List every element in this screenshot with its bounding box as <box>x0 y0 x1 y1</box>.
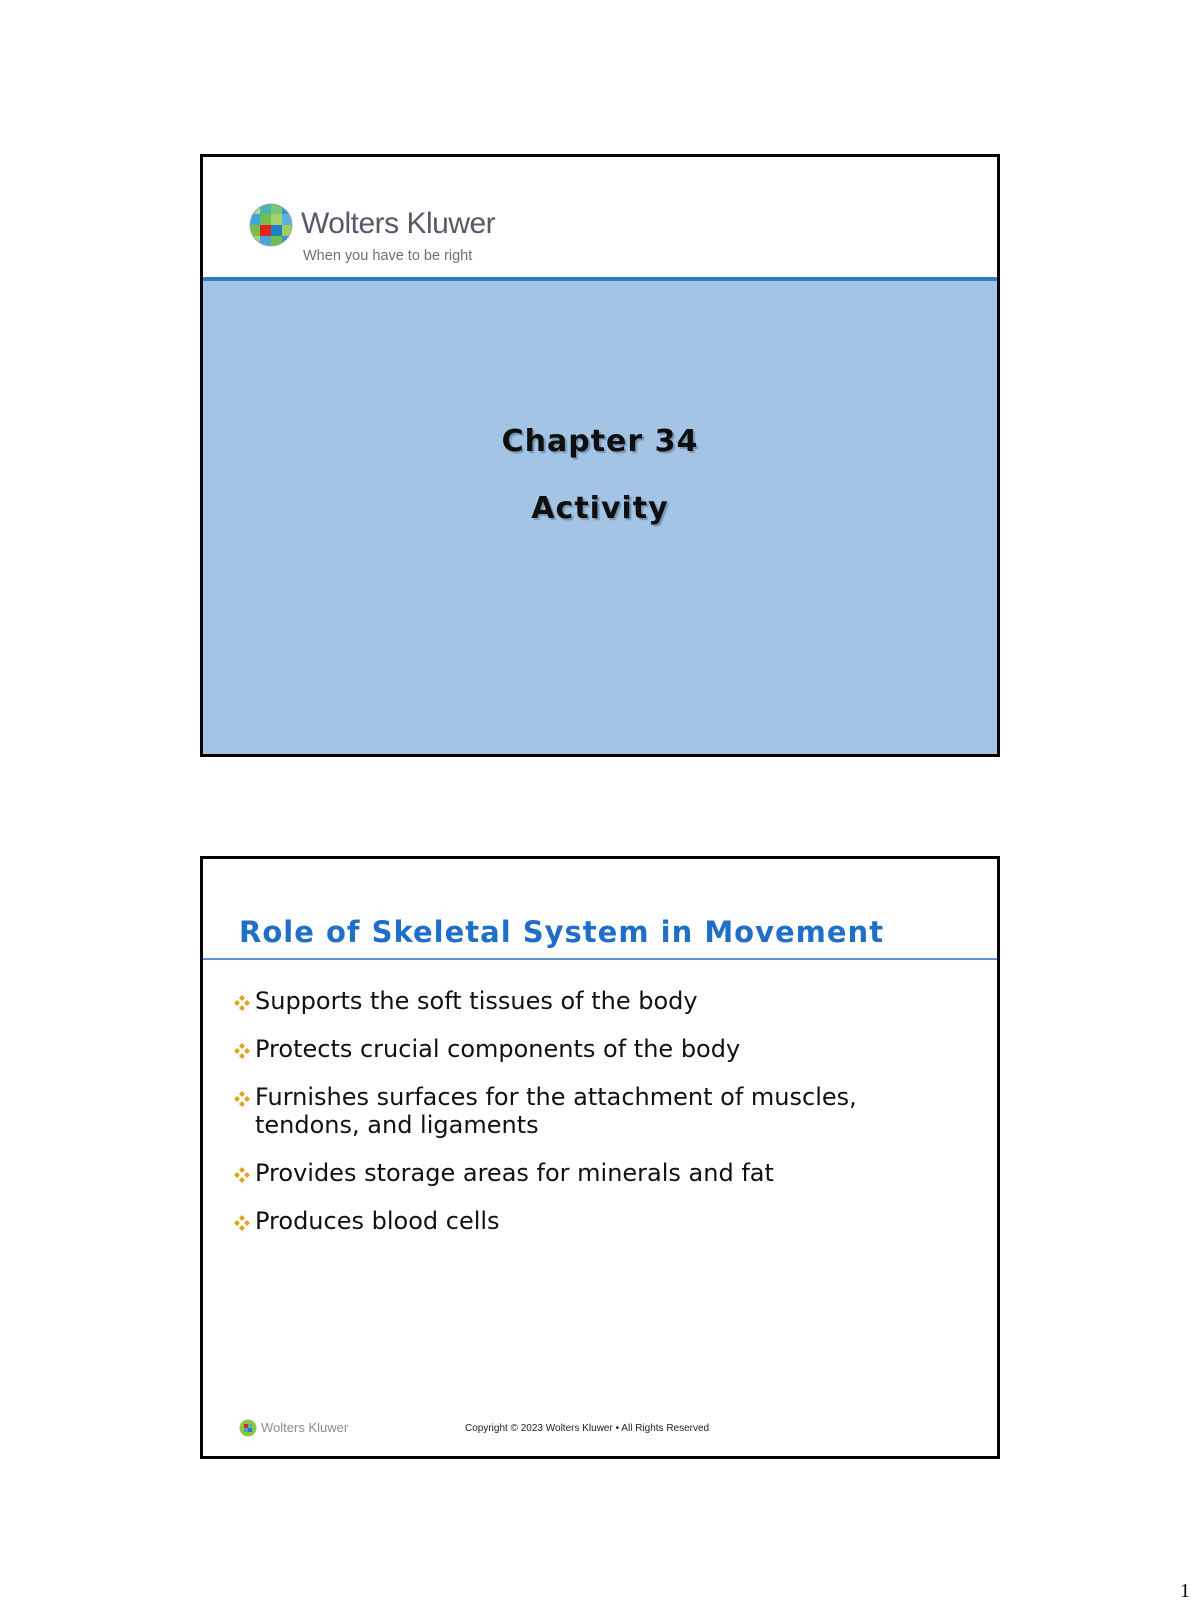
list-item <box>233 987 923 1015</box>
bullet-text: Supports the soft tissues of the body <box>255 987 698 1015</box>
four-diamond-bullet-icon <box>233 1166 251 1184</box>
content-slide <box>200 856 1000 1459</box>
list-item <box>233 1035 923 1063</box>
bullet-text: Furnishes surfaces for the attachment of muscles, tendons, and ligaments <box>255 1083 857 1139</box>
four-diamond-bullet-icon <box>233 994 251 1012</box>
bullet-list <box>233 987 923 1255</box>
list-item <box>233 1207 923 1235</box>
title-rule <box>203 958 997 960</box>
copyright-text: Copyright © 2023 Wolters Kluwer • All Rights Reserved <box>465 1423 710 1434</box>
wolters-kluwer-globe-icon <box>239 1419 257 1437</box>
list-item <box>233 1159 923 1187</box>
slide-title: Role of Skeletal System in Movement <box>239 915 885 949</box>
chapter-title: Chapter 34 <box>501 424 699 459</box>
slide-header <box>203 157 997 277</box>
bullet-text: Provides storage areas for minerals and fat <box>255 1159 774 1187</box>
list-item <box>233 1083 923 1139</box>
four-diamond-bullet-icon <box>233 1214 251 1232</box>
title-slide <box>200 154 1000 757</box>
four-diamond-bullet-icon <box>233 1042 251 1060</box>
logo-tagline: When you have to be right <box>303 248 473 264</box>
four-diamond-bullet-icon <box>233 1090 251 1108</box>
bullet-text: Produces blood cells <box>255 1207 500 1235</box>
activity-subtitle: Activity <box>531 491 669 526</box>
page-number: 1 <box>1180 1580 1190 1602</box>
bullet-text: Protects crucial components of the body <box>255 1035 741 1063</box>
logo-name: Wolters Kluwer <box>301 207 496 240</box>
footer-logo-text: Wolters Kluwer <box>261 1420 349 1435</box>
wolters-kluwer-globe-icon <box>249 203 293 247</box>
